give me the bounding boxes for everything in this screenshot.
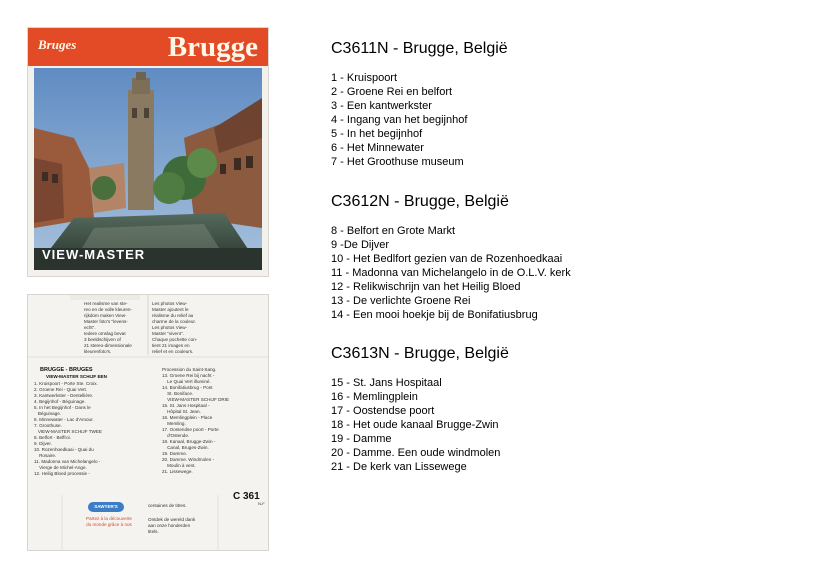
back-list-right: Procession du Saint-Sang. 13. Groene Rei bij nacht - Le Quai Vert illuminé. 14. Bonifatiusbrug - Pont St. Boniface. VIEW-MASTER SCHIJF DRIE 15. St. Jans Hospitaal - Hôpital St. Jean. 16. Memlingplein - Place Memling. 17. Oostendse poort - Porte d'Ostende. 18. Kanaal, Brugge-Zwin - Canal, Bruges-Zwin. 19. Damme. 20. Damme. Windmolen - Moulin à vent. 21. Lissewege. <box>162 367 230 474</box>
list-item: 1 - Kruispoort <box>331 72 398 84</box>
list-item: 3 - Een kantwerkster <box>331 100 432 112</box>
back-code: C 361 <box>233 491 260 502</box>
back-code-sub: N-F <box>258 501 265 506</box>
front-cover-image <box>28 28 268 276</box>
slogan-dutch: Ontdek de wereld dank aan onze honderden titels. <box>148 517 196 534</box>
set-1-heading: C3611N - Brugge, België <box>331 40 508 57</box>
list-item: 15 - St. Jans Hospitaal <box>331 377 442 389</box>
list-item: 13 - De verlichte Groene Rei <box>331 295 471 307</box>
list-item: 9 -De Dijver <box>331 239 390 251</box>
cover-brand-big: Brugge <box>167 31 258 63</box>
view-master-logo: VIEW-MASTER <box>42 247 146 262</box>
list-item: 18 - Het oude kanaal Brugge-Zwin <box>331 419 499 431</box>
back-intro-dutch: Het realisme van ste- reo en de volle kleuren- rijkdom maken View- Master foto's "levens- echt". Iedere omslag bevat 3 beeldschijven of 21 stereo-dimensionale kleurenfoto's. <box>84 301 133 354</box>
slogan-french-end: centaines de titres. <box>148 503 187 508</box>
sawyers-block <box>74 502 144 542</box>
list-item: 16 - Memlingplein <box>331 391 418 403</box>
back-cover <box>28 295 268 550</box>
slogan-french: Partez à la découverte du monde grâce à nos <box>86 516 132 527</box>
list-item: 10 - Het Bedlfort gezien van de Rozenhoedkaai <box>331 253 563 265</box>
cover-brand-small: Bruges <box>38 37 77 52</box>
list-item: 5 - In het begijnhof <box>331 128 423 140</box>
list-item: 17 - Oostendse poort <box>331 405 435 417</box>
list-item: 19 - Damme <box>331 433 392 445</box>
set-3-list <box>331 376 500 474</box>
list-item: 6 - Het Minnewater <box>331 142 424 154</box>
set-3-heading: C3613N - Brugge, België <box>331 345 509 362</box>
cover-photo <box>34 68 262 270</box>
back-intro-french: Les photos View- Master ajoutent le réalisme du relief au charme de la couleur. Les photos View- Master "vivent". Chaque pochette con- tient 21 images en relief et en couleurs. <box>152 301 198 354</box>
list-item: 7 - Het Groothuse museum <box>331 156 464 168</box>
sawyers-logo: SAWYER'S <box>88 502 124 512</box>
set-1-list <box>331 71 467 169</box>
back-list-title: BRUGGE - BRUGES <box>40 367 93 373</box>
list-item: 8 - Belfort en Grote Markt <box>331 225 456 237</box>
back-reel-a-title: VIEW-MASTER SCHIJF EEN <box>46 374 107 379</box>
set-2-heading: C3612N - Brugge, België <box>331 193 509 210</box>
list-item: 2 - Groene Rei en belfort <box>331 86 453 98</box>
list-item: 21 - De kerk van Lissewege <box>331 461 467 473</box>
back-list-left: 1. Kruispoort - Porte Ste. Croix. 2. Groene Rei - Quai Vert. 3. Kantwerkster - Dentellière. 4. Begijnhof - Béguinage. 5. In het Begijnhof - Dans le Béguinage. 6. Minnewater - Lac d'Amour. 7. Groothuse. VIEW-MASTER SCHIJF TWEE 8. Belfort - Beffroi. 9. Dijver. 10. Rozenhoedkaai - Quai du Rosaire. 11. Madonna van Michelangelo - Vierge de Michel-Ange. 12. Heilig Bloed processie - <box>34 381 102 476</box>
list-item: 4 - Ingang van het begijnhof <box>331 114 468 126</box>
set-2-list <box>331 224 571 322</box>
list-item: 12 - Relikwischrijn van het Heilig Bloed <box>331 281 521 293</box>
list-item: 14 - Een mooi hoekje bij de Bonifatiusbrug <box>331 309 538 321</box>
list-item: 11 - Madonna van Michelangelo in de O.L.V. kerk <box>331 267 571 279</box>
list-item: 20 - Damme. Een oude windmolen <box>331 447 501 459</box>
